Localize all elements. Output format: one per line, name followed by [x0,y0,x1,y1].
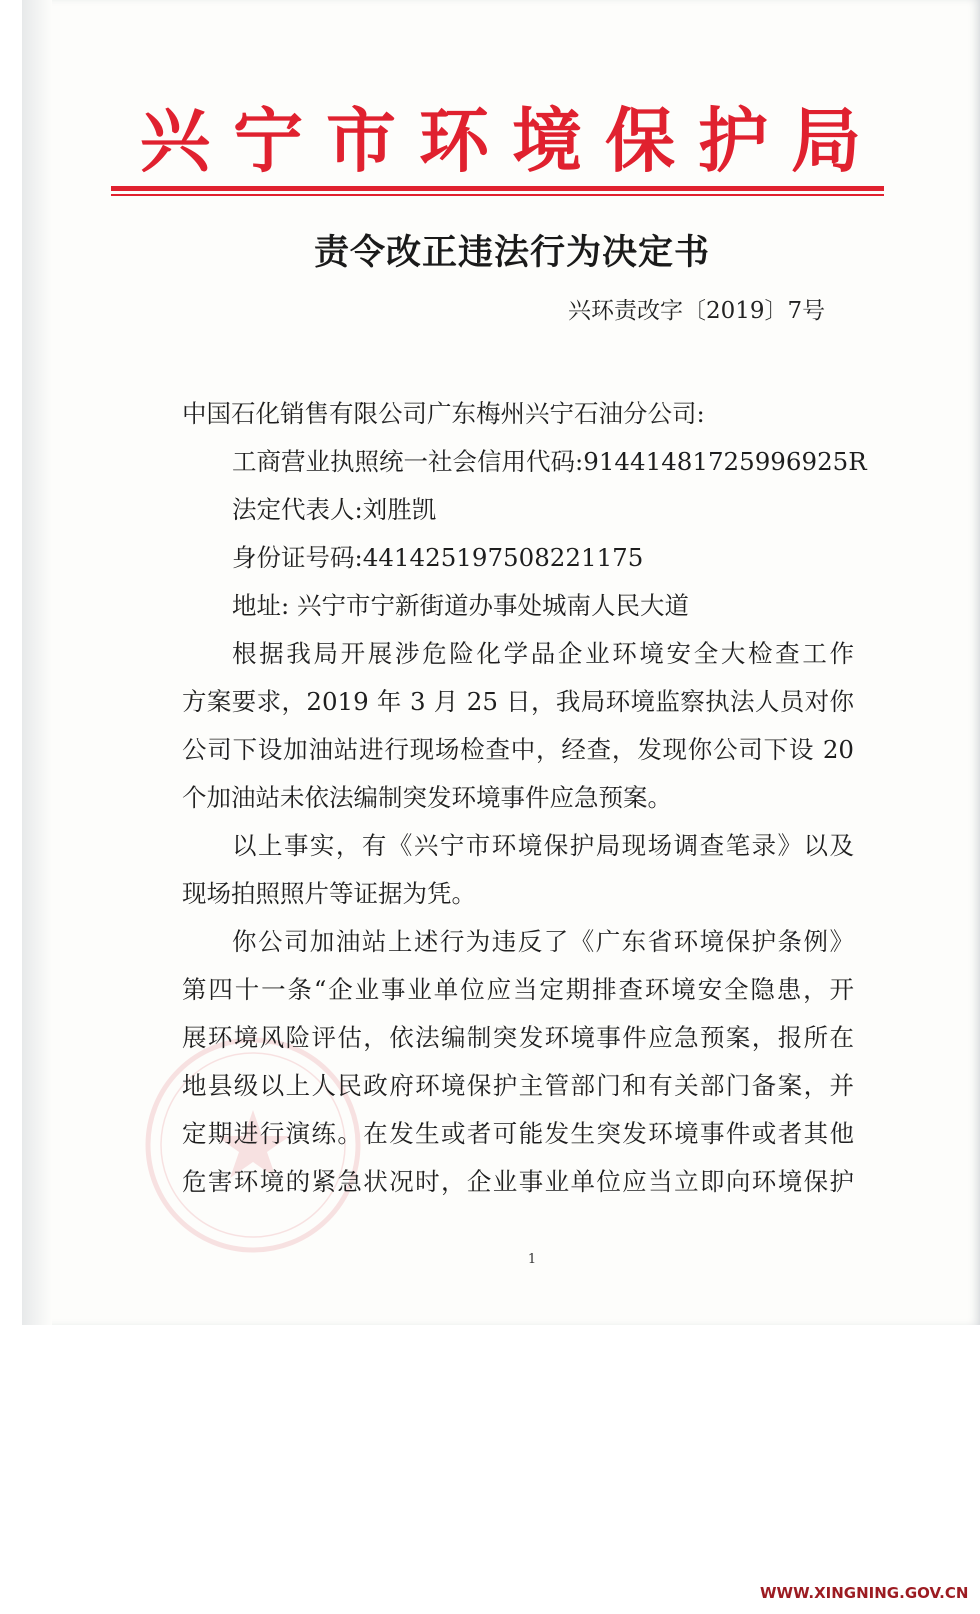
paragraph-3-line-2: 第四十一条“企业事业单位应当定期排查环境安全隐患，开 [182,975,854,1004]
site-watermark: WWW.XINGNING.GOV.CN [760,1584,969,1602]
document-title: 责令改正违法行为决定书 [314,232,711,273]
header-red-rule-thick [111,186,884,191]
document-body [182,390,867,1206]
recipient-address: 地址: 兴宁市宁新街道办事处城南人民大道 [232,591,690,620]
page-edge-shadow [22,0,52,1325]
paragraph-3-line-5: 定期进行演练。在发生或者可能发生突发环境事件或者其他 [182,1119,854,1148]
document-number: 兴环责改字〔2019〕7号 [568,298,826,324]
recipient-legal-rep: 法定代表人:刘胜凯 [232,495,437,524]
paragraph-1-line-2: 方案要求，2019 年 3 月 25 日，我局环境监察执法人员对你 [182,687,854,716]
recipient-company: 中国石化销售有限公司广东梅州兴宁石油分公司: [182,399,705,428]
paragraph-2-line-1: 以上事实，有《兴宁市环境保护局现场调查笔录》以及 [232,831,854,860]
paragraph-3-line-6: 危害环境的紧急状况时，企业事业单位应当立即向环境保护 [182,1167,854,1196]
paragraph-3-line-4: 地县级以上人民政府环境保护主管部门和有关部门备案，并 [182,1071,854,1100]
recipient-id-number: 身份证号码:441425197508221175 [232,543,644,572]
paragraph-1-line-3: 公司下设加油站进行现场检查中，经查，发现你公司下设 20 [182,735,854,764]
paragraph-3-line-1: 你公司加油站上述行为违反了《广东省环境保护条例》 [232,927,854,956]
paragraph-3-line-3: 展环境风险评估，依法编制突发环境事件应急预案，报所在 [182,1023,854,1052]
paragraph-1-line-1: 根据我局开展涉危险化学品企业环境安全大检查工作 [232,639,854,668]
agency-header-title: 兴宁市环境保护局 [140,99,884,182]
page-number: 1 [527,1252,537,1267]
paragraph-1-line-4: 个加油站未依法编制突发环境事件应急预案。 [182,783,672,812]
recipient-credit-code: 工商营业执照统一社会信用代码:91441481725996925R [232,447,867,476]
paragraph-2-line-2: 现场拍照照片等证据为凭。 [182,879,476,908]
header-red-rule-thin [111,194,884,196]
